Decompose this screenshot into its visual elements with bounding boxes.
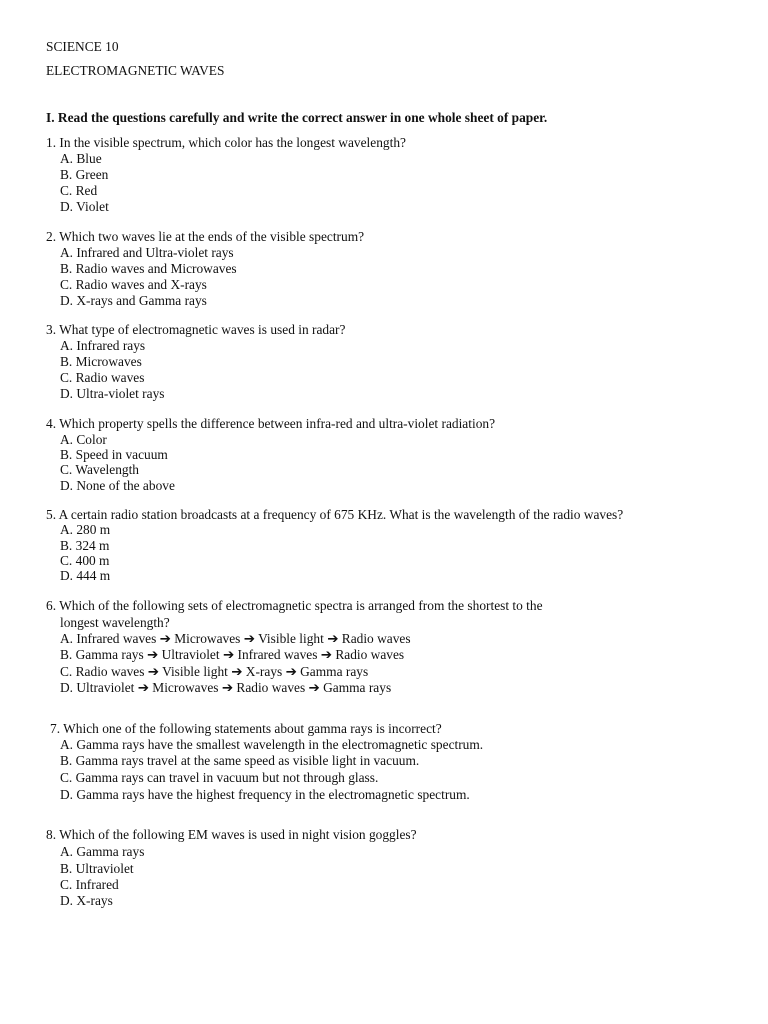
option-a: A. Infrared waves ➔ Microwaves ➔ Visible light ➔ Radio waves bbox=[60, 631, 411, 646]
question-text-continued: longest wavelength? bbox=[60, 615, 170, 630]
question-text: 1. In the visible spectrum, which color has the longest wavelength? bbox=[46, 135, 406, 150]
option-b: B. Speed in vacuum bbox=[60, 447, 168, 462]
option-d: D. None of the above bbox=[60, 478, 175, 493]
option-b: B. Gamma rays ➔ Ultraviolet ➔ Infrared waves ➔ Radio waves bbox=[60, 647, 405, 662]
instructions: I. Read the questions carefully and write the correct answer in one whole sheet of paper. bbox=[46, 110, 548, 125]
option-d: D. Violet bbox=[60, 199, 109, 214]
option-d: D. X-rays and Gamma rays bbox=[60, 293, 207, 308]
question-text: 6. Which of the following sets of electromagnetic spectra is arranged from the shortest to the bbox=[46, 598, 543, 613]
option-b: B. Radio waves and Microwaves bbox=[60, 261, 237, 276]
option-a: A. Infrared and Ultra-violet rays bbox=[60, 245, 234, 260]
option-a: A. Infrared rays bbox=[60, 338, 146, 353]
question-text: 3. What type of electromagnetic waves is used in radar? bbox=[46, 322, 346, 337]
question-text: 2. Which two waves lie at the ends of the visible spectrum? bbox=[46, 229, 365, 244]
option-c: C. Infrared bbox=[60, 877, 119, 892]
option-d: D. Ultra-violet rays bbox=[60, 386, 165, 401]
question-text: 8. Which of the following EM waves is used in night vision goggles? bbox=[46, 827, 417, 842]
option-c: C. 400 m bbox=[60, 553, 110, 568]
question-text: 7. Which one of the following statements about gamma rays is incorrect? bbox=[50, 721, 442, 736]
option-a: A. 280 m bbox=[60, 522, 111, 537]
option-a: A. Gamma rays have the smallest wavelength in the electromagnetic spectrum. bbox=[60, 737, 484, 752]
subject-heading: SCIENCE 10 bbox=[46, 39, 119, 54]
question-text: 4. Which property spells the difference between infra-red and ultra-violet radiation? bbox=[46, 416, 496, 431]
option-c: C. Wavelength bbox=[60, 462, 140, 477]
option-b: B. Ultraviolet bbox=[60, 861, 134, 876]
option-a: A. Color bbox=[60, 432, 107, 447]
option-c: C. Red bbox=[60, 183, 98, 198]
option-d: D. Ultraviolet ➔ Microwaves ➔ Radio waves ➔ Gamma rays bbox=[60, 680, 392, 695]
option-d: D. X-rays bbox=[60, 893, 113, 908]
option-c: C. Radio waves bbox=[60, 370, 145, 385]
option-a: A. Blue bbox=[60, 151, 102, 166]
option-d: D. 444 m bbox=[60, 568, 111, 583]
option-b: B. Green bbox=[60, 167, 109, 182]
option-d: D. Gamma rays have the highest frequency in the electromagnetic spectrum. bbox=[60, 787, 470, 802]
option-a: A. Gamma rays bbox=[60, 844, 145, 859]
option-b: B. 324 m bbox=[60, 538, 110, 553]
topic-heading: ELECTROMAGNETIC WAVES bbox=[46, 63, 225, 78]
option-c: C. Radio waves ➔ Visible light ➔ X-rays ➔ Gamma rays bbox=[60, 664, 369, 679]
option-c: C. Gamma rays can travel in vacuum but not through glass. bbox=[60, 770, 379, 785]
option-b: B. Gamma rays travel at the same speed as visible light in vacuum. bbox=[60, 753, 420, 768]
option-b: B. Microwaves bbox=[60, 354, 142, 369]
option-c: C. Radio waves and X-rays bbox=[60, 277, 207, 292]
question-text: 5. A certain radio station broadcasts at a frequency of 675 KHz. What is the wavelength of the radio waves? bbox=[46, 507, 624, 522]
